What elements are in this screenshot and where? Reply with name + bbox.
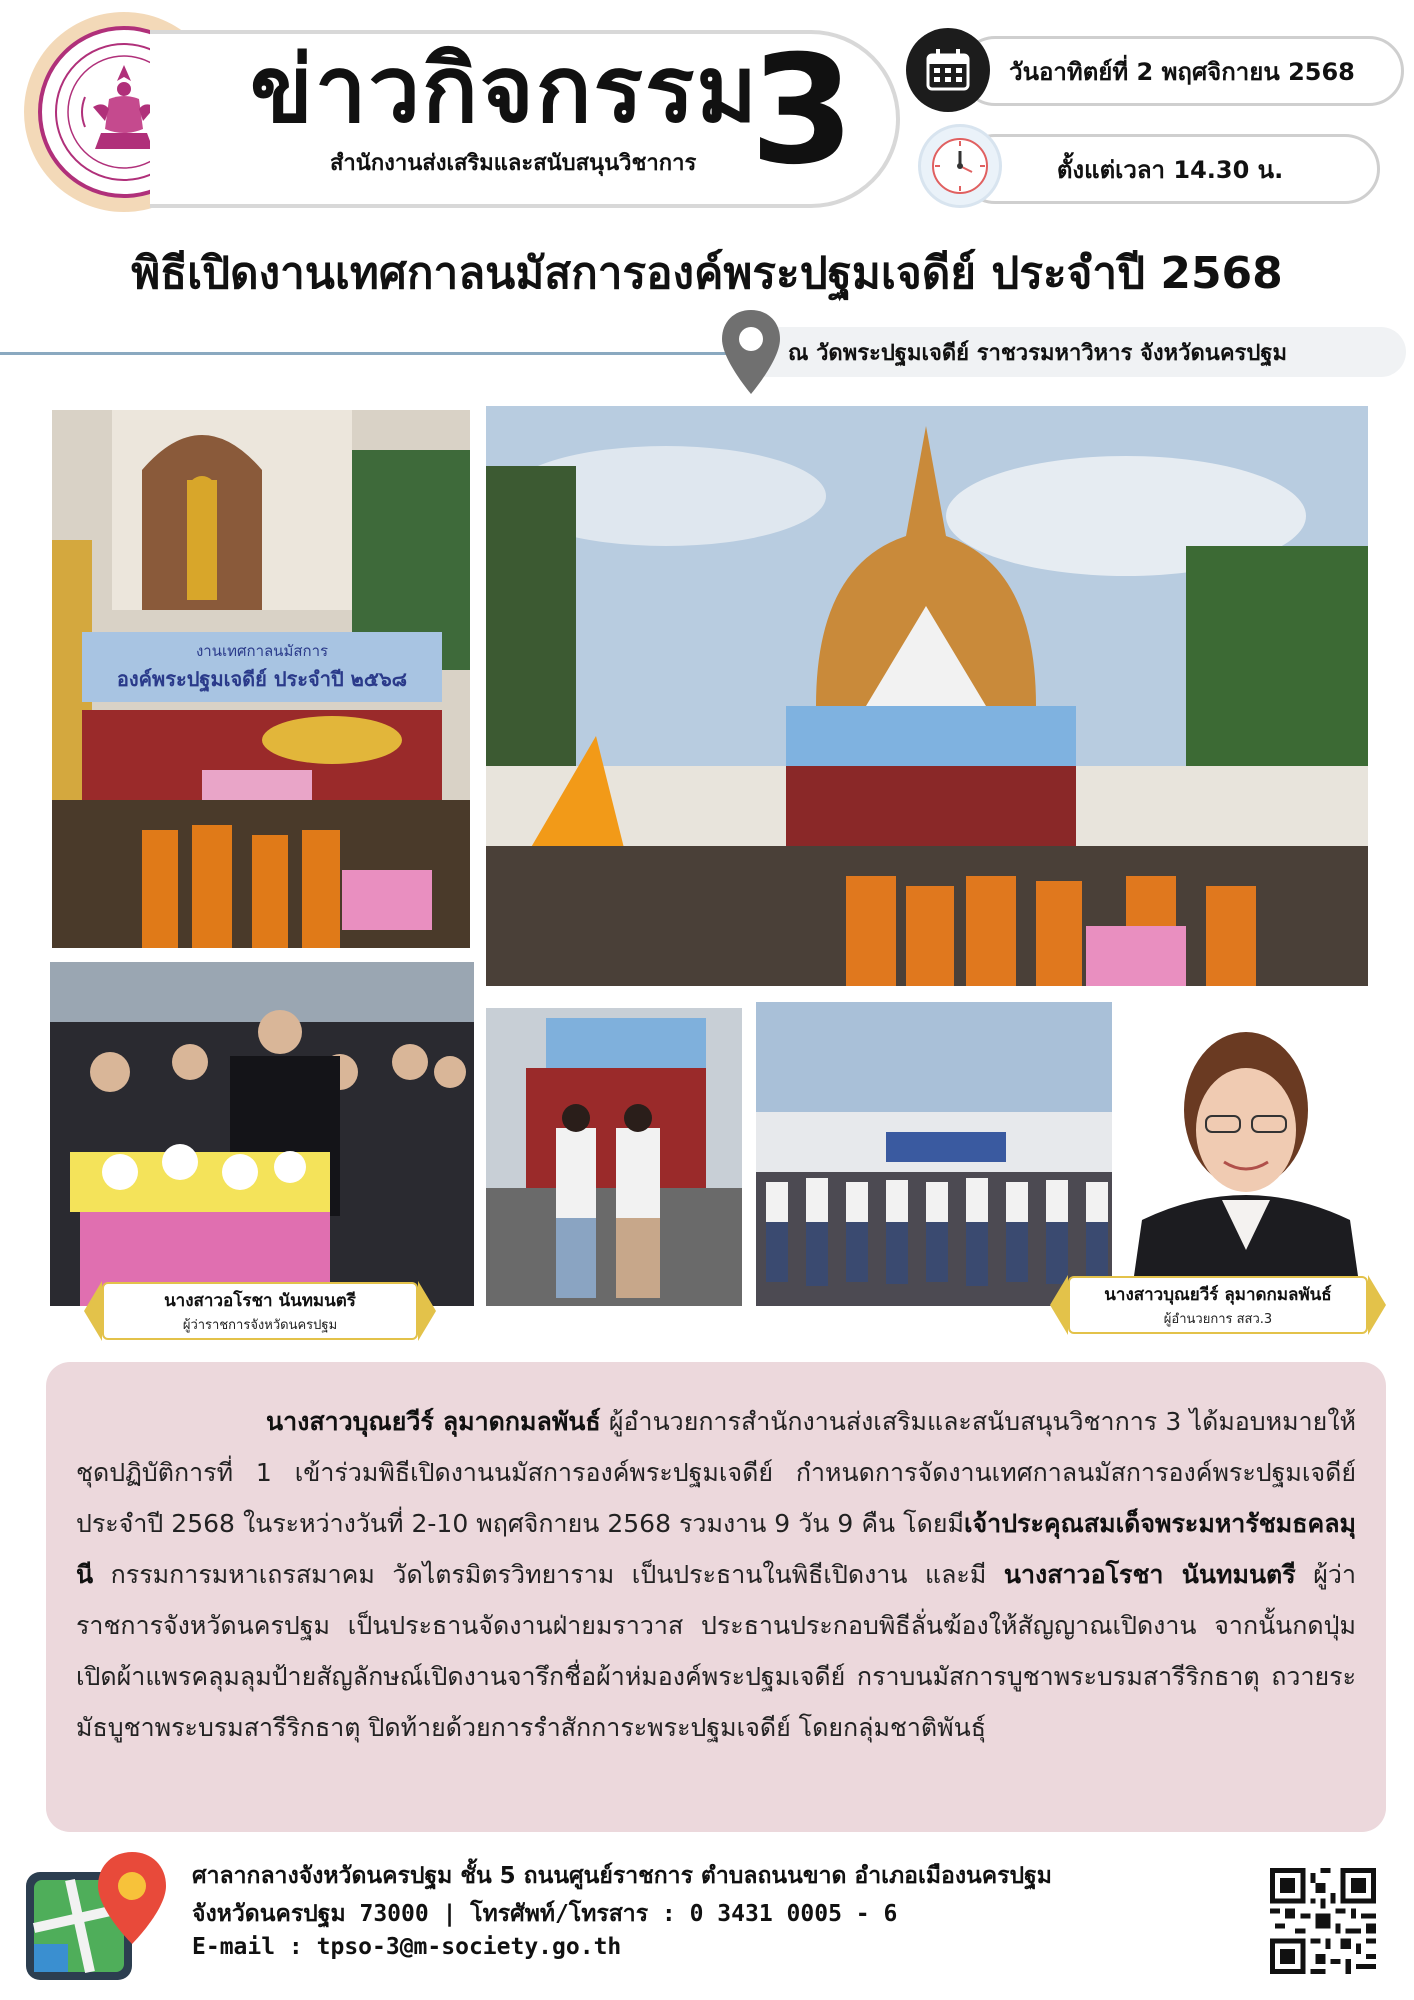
- title-number: 3: [750, 24, 855, 198]
- caption-ornament-right: [418, 1281, 436, 1341]
- news-paragraph: นางสาวบุณยวีร์ ลุมาดกมลพันธ์ ผู้อำนวยการสำนักงานส่งเสริมและสนับสนุนวิชาการ 3 ได้มอบหมายให้ชุดปฏิบัติการที่ 1 เข้าร่วมพิธีเปิดงานนมัสการองค์พระปฐมเจดีย์ กำหนดการจัดงานเทศกาลนมัสการองค์พระปฐมเจดีย์ ประจำปี 2568 ในระหว่างวันที่ 2-10 พฤศจิกายน 2568 รวมงาน 9 วัน 9 คืน โดยมีเจ้าประคุณสมเด็จพระมหารัชมธคลมุนี กรรมการมหาเถรสมาคม วัดไตรมิตรวิทยาราม เป็นประธานในพิธีเปิดงาน และมี นางสาวอโรชา นันทมนตรี ผู้ว่าราชการจังหวัดนครปฐม เป็นประธานจัดงานฝ่ายมราวาส ประธานประกอบพิธีลั่นฆ้องให้สัญญาณเปิดงาน จากนั้นกดปุ่มเปิดผ้าแพรคลุมลุมป้ายสัญลักษณ์เปิดงานจารึกชื่อผ้าห่มองค์พระปฐมเจดีย์ กราบนมัสการบูชาพระบรมสารีริกธาตุ ถวายระมัธบูชาพระบรมสารีริกธาตุ ปิดท้ายด้วยการรำสักการะพระปฐมเจดีย์ โดยกลุ่มชาติพันธุ์: [76, 1407, 1357, 1742]
- photo-phra-pathom-chedi: [486, 406, 1368, 986]
- caption-ornament-right: [1368, 1275, 1386, 1335]
- date-field: [960, 36, 1404, 106]
- caption-director: [1068, 1276, 1368, 1334]
- caption-governor: [102, 1282, 418, 1340]
- qr-code-icon[interactable]: [1270, 1868, 1376, 1974]
- caption-role: ผู้อำนวยการ สสว.3: [1163, 1312, 1273, 1327]
- location-bar: [742, 327, 1406, 377]
- calendar-icon: [906, 28, 990, 112]
- map-pin-icon: [718, 308, 784, 396]
- time-field: [960, 134, 1380, 204]
- photo-temple-gate: [52, 410, 470, 948]
- banner-line-2: องค์พระปฐมเจดีย์ ประจำปี ๒๕๖๘: [116, 667, 408, 691]
- footer-address: ศาลากลางจังหวัดนครปฐม ชั้น 5 ถนนศูนย์ราชการ ตำบลถนนขาด อำเภอเมืองนครปฐม: [192, 1863, 1052, 1889]
- highlight-governor: นางสาวอโรชา นันทมนตรี: [1003, 1560, 1296, 1589]
- photo-ethnic-dance: [756, 1002, 1116, 1306]
- highlight-monk: เจ้าประคุณสมเด็จพระมหารัชมธคลมุนี: [76, 1509, 1356, 1589]
- photo-director-portrait: [1112, 990, 1380, 1290]
- clock-icon: [918, 124, 1002, 208]
- date-text: วันอาทิตย์ที่ 2 พฤศจิกายน 2568: [1009, 57, 1355, 86]
- footer-contact: จังหวัดนครปฐม 73000 | โทรศัพท์/โทรสาร : 0 3431 0005 - 6: [192, 1901, 898, 1927]
- caption-name: นางสาวอโรชา นันทมนตรี: [164, 1291, 356, 1311]
- caption-name: นางสาวบุณยวีร์ ลุมาดกมลพันธ์: [1104, 1285, 1332, 1305]
- banner-line-1: งานเทศกาลนมัสการ: [195, 642, 329, 660]
- news-body: [46, 1362, 1386, 1832]
- caption-ornament-left: [84, 1281, 102, 1341]
- caption-role: ผู้ว่าราชการจังหวัดนครปฐม: [182, 1318, 338, 1333]
- location-divider: [0, 352, 740, 355]
- photo-governor-speech: [50, 962, 474, 1306]
- photo-visitors: [486, 1008, 742, 1306]
- page-title: ข่าวกิจกรรม: [250, 36, 759, 143]
- footer-email[interactable]: E-mail : tpso-3@m-society.go.th: [192, 1934, 622, 1960]
- location-text: ณ วัดพระปฐมเจดีย์ ราชวรมหาวิหาร จังหวัดนครปฐม: [788, 340, 1287, 366]
- caption-ornament-left: [1050, 1275, 1068, 1335]
- highlight-director: นางสาวบุณยวีร์ ลุมาดกมลพันธ์: [266, 1407, 601, 1436]
- page-subtitle: สำนักงานส่งเสริมและสนับสนุนวิชาการ: [330, 151, 697, 176]
- time-text: ตั้งแต่เวลา 14.30 น.: [1056, 155, 1284, 184]
- map-location-icon: [20, 1848, 170, 1984]
- headline: พิธีเปิดงานเทศกาลนมัสการองค์พระปฐมเจดีย์ ประจำปี 2568: [131, 248, 1283, 299]
